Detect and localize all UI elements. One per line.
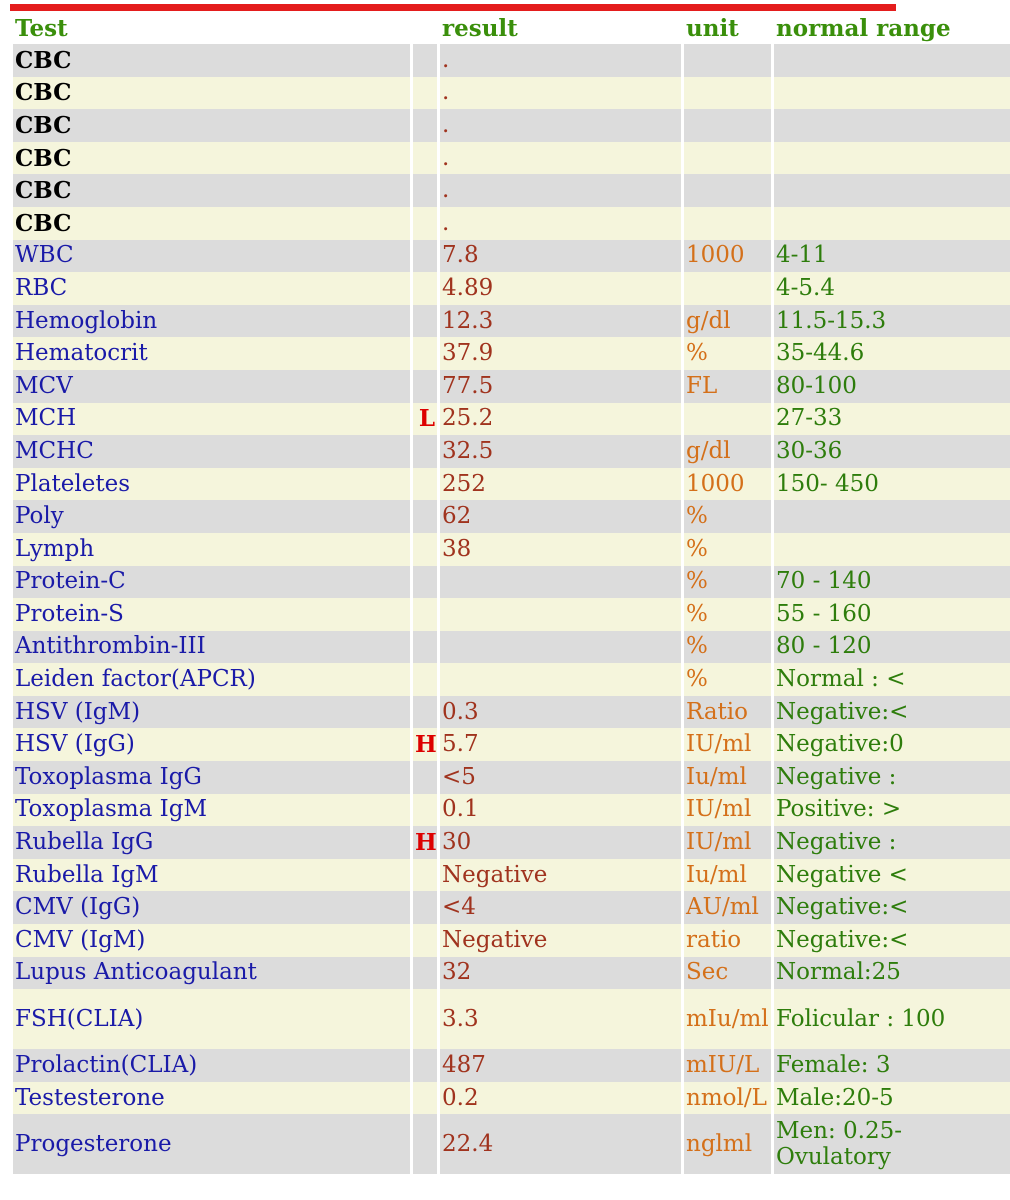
normal-range-cell: Negative < — [771, 859, 1010, 892]
result-cell: Negative — [437, 924, 681, 957]
test-name-cell: Protein-C — [10, 566, 410, 599]
normal-range-cell — [771, 174, 1010, 207]
test-name-cell: Plateletes — [10, 468, 410, 501]
header-normal-range: normal range — [771, 12, 1010, 44]
result-cell: . — [437, 44, 681, 77]
test-name-cell: FSH(CLIA) — [10, 989, 410, 1049]
unit-cell: g/dl — [681, 305, 771, 338]
normal-range-cell: 150- 450 — [771, 468, 1010, 501]
test-name-cell: CBC — [10, 142, 410, 175]
header-unit: unit — [681, 12, 771, 44]
test-name-cell: HSV (IgM) — [10, 696, 410, 729]
normal-range-cell: Men: 0.25- Ovulatory — [771, 1114, 1010, 1174]
unit-cell: IU/ml — [681, 794, 771, 827]
unit-cell — [681, 142, 771, 175]
table-row — [10, 566, 1010, 599]
abnormal-flag-cell — [410, 174, 437, 207]
abnormal-flag-cell — [410, 207, 437, 240]
abnormal-flag-cell — [410, 44, 437, 77]
test-name-cell: Protein-S — [10, 598, 410, 631]
test-name-cell: Testesterone — [10, 1082, 410, 1115]
table-header-row — [10, 12, 1010, 44]
abnormal-flag-cell — [410, 631, 437, 664]
test-name-cell: Progesterone — [10, 1114, 410, 1174]
normal-range-cell: 80-100 — [771, 370, 1010, 403]
unit-cell: % — [681, 566, 771, 599]
test-name-cell: CBC — [10, 109, 410, 142]
test-name-cell: WBC — [10, 240, 410, 273]
result-cell: 0.3 — [437, 696, 681, 729]
unit-cell: mIu/ml — [681, 989, 771, 1049]
normal-range-cell: Female: 3 — [771, 1049, 1010, 1082]
normal-range-cell: 11.5-15.3 — [771, 305, 1010, 338]
result-cell: 32 — [437, 957, 681, 990]
result-cell: <5 — [437, 761, 681, 794]
test-name-cell: MCHC — [10, 435, 410, 468]
test-name-cell: CBC — [10, 207, 410, 240]
normal-range-cell: Negative : — [771, 761, 1010, 794]
normal-range-cell: Folicular : 100 — [771, 989, 1010, 1049]
result-cell — [437, 566, 681, 599]
normal-range-cell: 80 - 120 — [771, 631, 1010, 664]
table-row — [10, 728, 1010, 761]
table-row — [10, 77, 1010, 110]
abnormal-flag-cell: H — [410, 826, 437, 859]
result-cell: . — [437, 109, 681, 142]
abnormal-flag-cell — [410, 794, 437, 827]
unit-cell: % — [681, 500, 771, 533]
result-cell: 25.2 — [437, 403, 681, 436]
test-name-cell: Toxoplasma IgG — [10, 761, 410, 794]
table-row — [10, 305, 1010, 338]
abnormal-flag-cell — [410, 500, 437, 533]
table-row — [10, 989, 1010, 1049]
result-cell: 32.5 — [437, 435, 681, 468]
abnormal-flag-cell — [410, 696, 437, 729]
test-name-cell: HSV (IgG) — [10, 728, 410, 761]
table-row — [10, 761, 1010, 794]
table-row — [10, 240, 1010, 273]
unit-cell — [681, 272, 771, 305]
table-row — [10, 272, 1010, 305]
unit-cell: Ratio — [681, 696, 771, 729]
header-result: result — [437, 12, 681, 44]
abnormal-flag-cell — [410, 77, 437, 110]
table-row — [10, 663, 1010, 696]
table-row — [10, 109, 1010, 142]
normal-range-cell: 35-44.6 — [771, 337, 1010, 370]
test-name-cell: Rubella IgG — [10, 826, 410, 859]
table-row — [10, 403, 1010, 436]
abnormal-flag-cell — [410, 272, 437, 305]
unit-cell: % — [681, 598, 771, 631]
unit-cell: % — [681, 663, 771, 696]
result-cell: 37.9 — [437, 337, 681, 370]
unit-cell: Iu/ml — [681, 761, 771, 794]
unit-cell — [681, 207, 771, 240]
normal-range-cell — [771, 207, 1010, 240]
result-cell: . — [437, 174, 681, 207]
unit-cell — [681, 109, 771, 142]
result-cell: . — [437, 142, 681, 175]
table-row — [10, 500, 1010, 533]
unit-cell: mIU/L — [681, 1049, 771, 1082]
abnormal-flag-cell — [410, 370, 437, 403]
table-row — [10, 468, 1010, 501]
abnormal-flag-cell — [410, 566, 437, 599]
abnormal-flag-cell — [410, 1082, 437, 1115]
normal-range-cell — [771, 44, 1010, 77]
result-cell: 22.4 — [437, 1114, 681, 1174]
test-name-cell: CMV (IgM) — [10, 924, 410, 957]
test-name-cell: CMV (IgG) — [10, 891, 410, 924]
result-cell: 3.3 — [437, 989, 681, 1049]
table-row — [10, 1082, 1010, 1115]
result-cell: 0.2 — [437, 1082, 681, 1115]
abnormal-flag-cell — [410, 957, 437, 990]
normal-range-cell: Negative:< — [771, 924, 1010, 957]
result-cell — [437, 598, 681, 631]
table-row — [10, 794, 1010, 827]
table-row — [10, 957, 1010, 990]
normal-range-cell — [771, 533, 1010, 566]
test-name-cell: MCV — [10, 370, 410, 403]
unit-cell: % — [681, 631, 771, 664]
abnormal-flag-cell — [410, 859, 437, 892]
result-cell — [437, 631, 681, 664]
normal-range-cell — [771, 142, 1010, 175]
table-row — [10, 631, 1010, 664]
normal-range-cell: 4-11 — [771, 240, 1010, 273]
table-row — [10, 1114, 1010, 1174]
result-cell: 5.7 — [437, 728, 681, 761]
result-cell: 7.8 — [437, 240, 681, 273]
test-name-cell: Antithrombin-III — [10, 631, 410, 664]
unit-cell: IU/ml — [681, 826, 771, 859]
normal-range-cell: 4-5.4 — [771, 272, 1010, 305]
table-row — [10, 696, 1010, 729]
result-cell: 77.5 — [437, 370, 681, 403]
unit-cell: FL — [681, 370, 771, 403]
result-cell: <4 — [437, 891, 681, 924]
test-name-cell: Toxoplasma IgM — [10, 794, 410, 827]
abnormal-flag-cell — [410, 109, 437, 142]
table-row — [10, 44, 1010, 77]
table-row — [10, 826, 1010, 859]
result-cell: 12.3 — [437, 305, 681, 338]
table-row — [10, 1049, 1010, 1082]
test-name-cell: Lymph — [10, 533, 410, 566]
table-row — [10, 370, 1010, 403]
normal-range-cell: Normal : < — [771, 663, 1010, 696]
result-cell — [437, 663, 681, 696]
test-name-cell: CBC — [10, 44, 410, 77]
lab-results-table — [10, 12, 1010, 1174]
normal-range-cell: 70 - 140 — [771, 566, 1010, 599]
unit-cell: 1000 — [681, 240, 771, 273]
test-name-cell: CBC — [10, 174, 410, 207]
abnormal-flag-cell — [410, 240, 437, 273]
unit-cell — [681, 174, 771, 207]
unit-cell: nmol/L — [681, 1082, 771, 1115]
test-name-cell: Prolactin(CLIA) — [10, 1049, 410, 1082]
normal-range-cell: 55 - 160 — [771, 598, 1010, 631]
header-test: Test — [10, 12, 410, 44]
abnormal-flag-cell — [410, 435, 437, 468]
lab-results-table-container[interactable] — [10, 12, 951, 1174]
abnormal-flag-cell — [410, 1049, 437, 1082]
abnormal-flag-cell — [410, 533, 437, 566]
test-name-cell: Poly — [10, 500, 410, 533]
abnormal-flag-cell — [410, 305, 437, 338]
abnormal-flag-cell — [410, 891, 437, 924]
table-row — [10, 207, 1010, 240]
abnormal-flag-cell — [410, 989, 437, 1049]
table-row — [10, 142, 1010, 175]
unit-cell: nglml — [681, 1114, 771, 1174]
unit-cell — [681, 44, 771, 77]
table-row — [10, 859, 1010, 892]
result-cell: Negative — [437, 859, 681, 892]
header-flag — [410, 12, 437, 44]
abnormal-flag-cell: L — [410, 403, 437, 436]
normal-range-cell: Male:20-5 — [771, 1082, 1010, 1115]
table-body — [10, 44, 1010, 1174]
table-row — [10, 533, 1010, 566]
unit-cell: g/dl — [681, 435, 771, 468]
abnormal-flag-cell — [410, 337, 437, 370]
test-name-cell: CBC — [10, 77, 410, 110]
result-cell: . — [437, 207, 681, 240]
result-cell: . — [437, 77, 681, 110]
normal-range-cell: Normal:25 — [771, 957, 1010, 990]
abnormal-flag-cell — [410, 663, 437, 696]
normal-range-cell — [771, 109, 1010, 142]
result-cell: 487 — [437, 1049, 681, 1082]
table-row — [10, 337, 1010, 370]
table-row — [10, 435, 1010, 468]
result-cell: 4.89 — [437, 272, 681, 305]
unit-cell: ratio — [681, 924, 771, 957]
normal-range-cell: Positive: > — [771, 794, 1010, 827]
abnormal-flag-cell — [410, 1114, 437, 1174]
abnormal-flag-cell — [410, 468, 437, 501]
normal-range-cell: Negative:0 — [771, 728, 1010, 761]
abnormal-flag-cell — [410, 142, 437, 175]
table-row — [10, 891, 1010, 924]
test-name-cell: Hemoglobin — [10, 305, 410, 338]
result-cell: 62 — [437, 500, 681, 533]
abnormal-flag-cell: H — [410, 728, 437, 761]
result-cell: 30 — [437, 826, 681, 859]
test-name-cell: Lupus Anticoagulant — [10, 957, 410, 990]
abnormal-flag-cell — [410, 598, 437, 631]
abnormal-flag-cell — [410, 924, 437, 957]
result-cell: 0.1 — [437, 794, 681, 827]
unit-cell: Sec — [681, 957, 771, 990]
test-name-cell: Rubella IgM — [10, 859, 410, 892]
normal-range-cell — [771, 500, 1010, 533]
result-cell: 252 — [437, 468, 681, 501]
normal-range-cell — [771, 77, 1010, 110]
unit-cell — [681, 77, 771, 110]
test-name-cell: RBC — [10, 272, 410, 305]
unit-cell: % — [681, 337, 771, 370]
table-row — [10, 924, 1010, 957]
unit-cell: AU/ml — [681, 891, 771, 924]
test-name-cell: Hematocrit — [10, 337, 410, 370]
test-name-cell: MCH — [10, 403, 410, 436]
unit-cell: Iu/ml — [681, 859, 771, 892]
normal-range-cell: 27-33 — [771, 403, 1010, 436]
normal-range-cell: Negative:< — [771, 696, 1010, 729]
unit-cell: 1000 — [681, 468, 771, 501]
normal-range-cell: Negative:< — [771, 891, 1010, 924]
unit-cell: IU/ml — [681, 728, 771, 761]
abnormal-flag-cell — [410, 761, 437, 794]
top-accent-bar — [10, 4, 896, 11]
normal-range-cell: 30-36 — [771, 435, 1010, 468]
normal-range-cell: Negative : — [771, 826, 1010, 859]
result-cell: 38 — [437, 533, 681, 566]
unit-cell — [681, 403, 771, 436]
test-name-cell: Leiden factor(APCR) — [10, 663, 410, 696]
unit-cell: % — [681, 533, 771, 566]
table-row — [10, 174, 1010, 207]
table-row — [10, 598, 1010, 631]
